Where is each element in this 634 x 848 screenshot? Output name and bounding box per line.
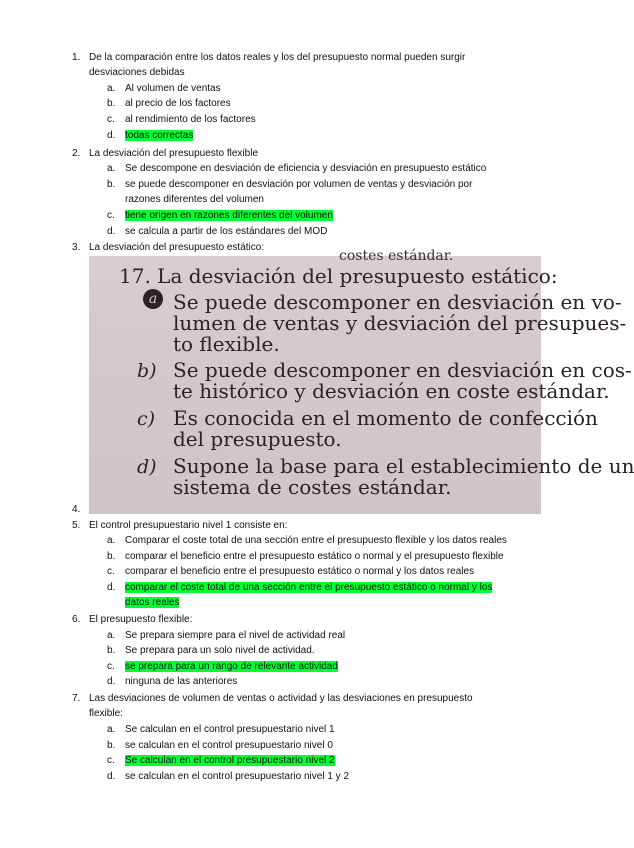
question-text-line: flexible: bbox=[89, 708, 123, 719]
option-letter: c. bbox=[107, 114, 115, 125]
option-letter: a. bbox=[107, 163, 116, 174]
option-text-line bbox=[125, 628, 535, 643]
option-text-line bbox=[125, 112, 535, 127]
option-letter: a. bbox=[107, 83, 116, 94]
option-text bbox=[125, 161, 535, 176]
option-letter: d. bbox=[107, 130, 116, 141]
option-line-text: se calculan en el control presupuestario nivel 0 bbox=[125, 740, 333, 751]
option-letter: c. bbox=[107, 755, 115, 766]
photo-option-line: Se puede descomponer en desviación en vo- bbox=[173, 290, 622, 314]
question-text-line: desviaciones debidas bbox=[89, 67, 185, 78]
option-text-line bbox=[125, 722, 535, 737]
option-text-line bbox=[125, 738, 535, 753]
question-number: 1. bbox=[72, 52, 81, 63]
photo-option-line: Supone la base para el establecimiento de un bbox=[173, 454, 634, 478]
option-text-line bbox=[125, 192, 535, 207]
option-letter: b. bbox=[107, 179, 116, 190]
option-text-line bbox=[125, 81, 535, 96]
highlighted-answer: datos reales bbox=[125, 597, 180, 608]
question-text-line: Las desviaciones de volumen de ventas o actividad y las desviaciones en presupuesto bbox=[89, 693, 473, 704]
option-text bbox=[125, 549, 535, 564]
question-text bbox=[89, 612, 544, 627]
option-line-text: Al volumen de ventas bbox=[125, 83, 221, 94]
option-text-line bbox=[125, 96, 535, 111]
option-line-text: se calcula a partir de los estándares del MOD bbox=[125, 226, 328, 237]
option-text-line bbox=[125, 533, 535, 548]
highlighted-answer: comparar el coste total de una sección entre el presupuesto estático o normal y los bbox=[125, 582, 493, 593]
photo-option-line: te histórico y desviación en coste estándar. bbox=[173, 379, 610, 403]
option-text bbox=[125, 722, 535, 737]
option-text-line bbox=[125, 549, 535, 564]
option-letter: d. bbox=[107, 582, 116, 593]
option-text bbox=[125, 753, 535, 768]
option-letter: b. bbox=[107, 740, 116, 751]
option-letter: a. bbox=[107, 724, 116, 735]
option-letter: a. bbox=[107, 630, 116, 641]
option-line-text: Se descompone en desviación de eficiencia y desviación en presupuesto estático bbox=[125, 163, 487, 174]
option-letter: a. bbox=[107, 535, 116, 546]
option-text-line bbox=[125, 674, 535, 689]
option-letter: c. bbox=[107, 661, 115, 672]
question-text bbox=[89, 691, 544, 721]
option-text-line bbox=[125, 208, 535, 223]
option-text-line bbox=[125, 659, 535, 674]
option-text-line bbox=[125, 161, 535, 176]
highlighted-answer: Se calculan en el control presupuestario nivel 2 bbox=[125, 755, 335, 766]
option-text bbox=[125, 208, 535, 223]
option-line-text: comparar el beneficio entre el presupuesto estático o normal y el presupuesto flexible bbox=[125, 551, 504, 562]
option-line-text: Comparar el coste total de una sección entre el presupuesto flexible y los datos reales bbox=[125, 535, 507, 546]
option-text bbox=[125, 628, 535, 643]
option-text-line bbox=[125, 564, 535, 579]
option-line-text: ninguna de las anteriores bbox=[125, 676, 238, 687]
highlighted-answer: se prepara para un rango de relevante actividad bbox=[125, 661, 338, 672]
photo-option-line: lumen de ventas y desviación del presupues- bbox=[173, 311, 627, 335]
photo-option-letter-circled: a bbox=[143, 289, 163, 309]
option-text bbox=[125, 659, 535, 674]
option-text bbox=[125, 533, 535, 548]
question-text bbox=[89, 146, 544, 161]
option-line-text: Se calculan en el control presupuestario nivel 1 bbox=[125, 724, 335, 735]
option-text-line bbox=[125, 769, 535, 784]
option-text bbox=[125, 81, 535, 96]
option-line-text: se puede descomponer en desviación por volumen de ventas y desviación por bbox=[125, 179, 473, 190]
photo-option-letter: b) bbox=[137, 360, 157, 382]
option-letter: b. bbox=[107, 551, 116, 562]
option-text bbox=[125, 643, 535, 658]
question-photo bbox=[89, 248, 634, 514]
highlighted-answer: todas correctas bbox=[125, 130, 194, 141]
photo-option-line: Es conocida en el momento de confección bbox=[173, 406, 598, 430]
photo-option-letter: c) bbox=[137, 408, 156, 430]
option-text-line bbox=[125, 128, 535, 143]
option-text-line bbox=[125, 643, 535, 658]
question-number: 7. bbox=[72, 693, 81, 704]
photo-option-line: Se puede descomponer en desviación en cos- bbox=[173, 358, 632, 382]
question-text bbox=[89, 50, 544, 80]
highlighted-answer: tiene origen en razones diferentes del volumen bbox=[125, 210, 333, 221]
question-number: 5. bbox=[72, 520, 81, 531]
option-line-text: al rendimiento de los factores bbox=[125, 114, 256, 125]
option-text bbox=[125, 96, 535, 111]
photo-top-edge-text: costes estándar. bbox=[339, 248, 454, 264]
option-text bbox=[125, 580, 535, 610]
option-text bbox=[125, 769, 535, 784]
photo-option-line: to flexible. bbox=[173, 332, 280, 356]
question-text-line: El control presupuestario nivel 1 consiste en: bbox=[89, 520, 288, 531]
option-text bbox=[125, 177, 535, 207]
option-line-text: comparar el beneficio entre el presupuesto estático o normal y los datos reales bbox=[125, 566, 475, 577]
option-text-line bbox=[125, 595, 535, 610]
question-number: 6. bbox=[72, 614, 81, 625]
option-line-text: Se prepara siempre para el nivel de actividad real bbox=[125, 630, 346, 641]
option-text-line bbox=[125, 580, 535, 595]
option-text-line bbox=[125, 177, 535, 192]
option-letter: c. bbox=[107, 210, 115, 221]
photo-option-letter: d) bbox=[137, 456, 157, 478]
option-line-text: al precio de los factores bbox=[125, 98, 231, 109]
photo-option-line: del presupuesto. bbox=[173, 427, 342, 451]
question-number: 4. bbox=[72, 504, 81, 515]
option-letter: b. bbox=[107, 98, 116, 109]
photo-option-line: sistema de costes estándar. bbox=[173, 475, 452, 499]
option-line-text: Se prepara para un solo nivel de actividad. bbox=[125, 645, 315, 656]
question-text bbox=[89, 240, 544, 255]
option-letter: d. bbox=[107, 226, 116, 237]
option-letter: b. bbox=[107, 645, 116, 656]
question-number: 2. bbox=[72, 148, 81, 159]
option-text bbox=[125, 224, 535, 239]
question-text-line: De la comparación entre los datos reales y los del presupuesto normal pueden surgir bbox=[89, 52, 466, 63]
option-text bbox=[125, 564, 535, 579]
question-number: 3. bbox=[72, 242, 81, 253]
option-line-text: razones diferentes del volumen bbox=[125, 194, 264, 205]
option-line-text: se calculan en el control presupuestario nivel 1 y 2 bbox=[125, 771, 350, 782]
option-text bbox=[125, 674, 535, 689]
option-text bbox=[125, 738, 535, 753]
question-text-line: La desviación del presupuesto estático: bbox=[89, 242, 265, 253]
option-text bbox=[125, 128, 535, 143]
question-text-line: El presupuesto flexible: bbox=[89, 614, 193, 625]
option-text bbox=[125, 112, 535, 127]
option-text-line bbox=[125, 753, 535, 768]
photo-title: 17. La desviación del presupuesto estático: bbox=[119, 264, 558, 288]
question-text bbox=[89, 518, 544, 533]
option-letter: d. bbox=[107, 676, 116, 687]
option-letter: c. bbox=[107, 566, 115, 577]
option-letter: d. bbox=[107, 771, 116, 782]
question-text-line: La desviación del presupuesto flexible bbox=[89, 148, 258, 159]
option-text-line bbox=[125, 224, 535, 239]
